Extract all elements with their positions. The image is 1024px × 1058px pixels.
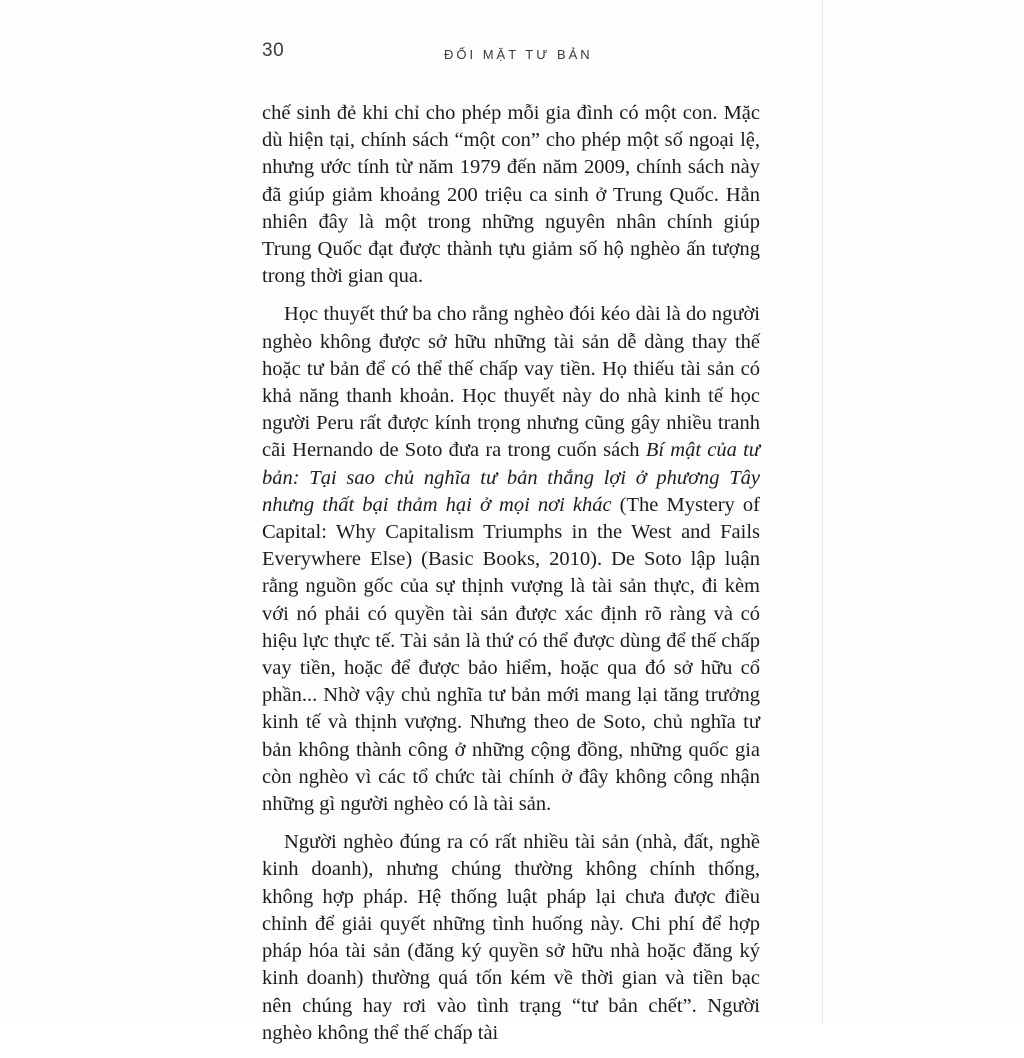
text-segment: Người nghèo đúng ra có rất nhiều tài sản (nhà, đất, nghề kinh doanh), nhưng chúng thường không chính thống, không hợp pháp. Hệ thống luật pháp lại chưa được điều chỉnh để giải quyết những tình huống này. Chi phí để hợp pháp hóa tài sản (đăng ký quyền sở hữu nhà hoặc đăng ký kinh doanh) thường quá tốn kém về thời gian và tiền bạc nên chúng hay rơi vào tình trạng “tư bản chết”. Người nghèo không thể thế chấp tài bbox=[262, 831, 760, 1044]
paragraph-de-soto-theory bbox=[262, 301, 760, 818]
paragraph-continuation bbox=[262, 100, 760, 290]
book-title-italic: Bí mật của tư bản: Tại sao chủ nghĩa tư bản thắng lợi ở phương Tây nhưng thất bại thảm hại ở mọi nơi khác bbox=[262, 439, 760, 516]
text-segment: (The Mystery of Capital: Why Capitalism Triumphs in the West and Fails Everywhere Else) (Basic Books, 2010). De Soto lập luận rằng nguồn gốc của sự thịnh vượng là tài sản thực, đi kèm với nó phải có quyền tài sản được xác định rõ ràng và có hiệu lực thực tế. Tài sản là thứ có thể được dùng để thế chấp vay tiền, hoặc để được bảo hiểm, hoặc qua đó sở hữu cổ phần... Nhờ vậy chủ nghĩa tư bản mới mang lại tăng trưởng kinh tế và thịnh vượng. Nhưng theo de Soto, chủ nghĩa tư bản không thành công ở những cộng đồng, những quốc gia còn nghèo vì các tổ chức tài chính ở đây không công nhận những gì người nghèo có là tài sản. bbox=[262, 493, 760, 816]
text-segment: chế sinh đẻ khi chỉ cho phép mỗi gia đình có một con. Mặc dù hiện tại, chính sách “một con” cho phép một số ngoại lệ, nhưng ước tính từ năm 1979 đến năm 2009, chính sách này đã giúp giảm khoảng 200 triệu ca sinh ở Trung Quốc. Hẳn nhiên đây là một trong những nguyên nhân chính giúp Trung Quốc đạt được thành tựu giảm số hộ nghèo ấn tượng trong thời gian qua. bbox=[262, 102, 760, 288]
text-segment: Học thuyết thứ ba cho rằng nghèo đói kéo dài là do người nghèo không được sở hữu những tài sản dễ dàng thay thế hoặc tư bản để có thể thế chấp vay tiền. Họ thiếu tài sản có khả năng thanh khoản. Học thuyết này do nhà kinh tế học người Peru rất được kính trọng nhưng cũng gây nhiều tranh cãi Hernando de Soto đưa ra trong cuốn sách bbox=[262, 303, 760, 462]
paragraph-informal-assets bbox=[262, 829, 760, 1047]
body-text bbox=[262, 100, 760, 1058]
page-edge-divider bbox=[822, 0, 823, 1024]
page-number: 30 bbox=[262, 40, 285, 61]
running-header-title: ĐỐI MẶT TƯ BẢN bbox=[444, 47, 593, 62]
